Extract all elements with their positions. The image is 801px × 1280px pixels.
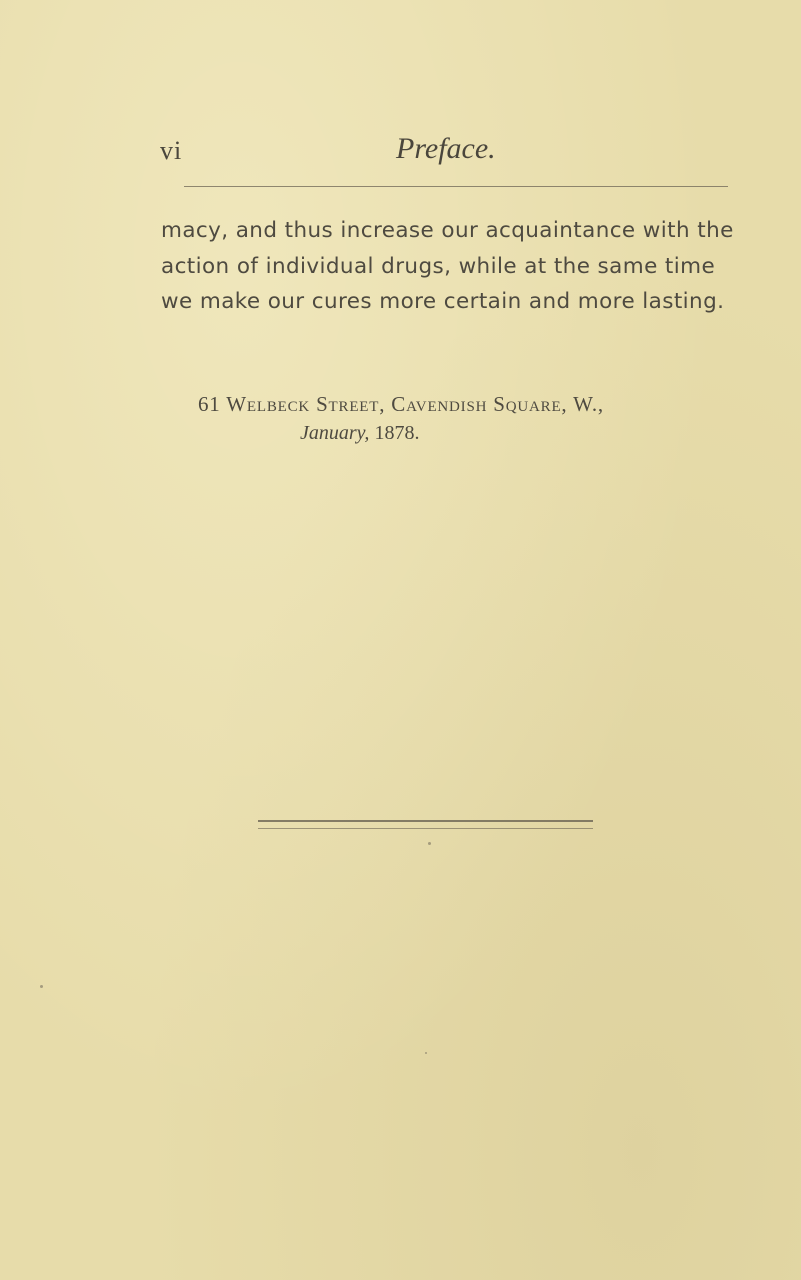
running-title: Preface. bbox=[396, 132, 496, 165]
text-line: action of individual drugs, while at the same time bbox=[161, 253, 716, 279]
text-line: macy, and thus increase our acquaintance with the bbox=[161, 218, 734, 243]
page-number: vi bbox=[160, 136, 183, 165]
end-rule-top bbox=[258, 820, 593, 822]
date-month: January, bbox=[300, 422, 370, 444]
end-rule-bottom bbox=[258, 828, 593, 829]
paper-speck bbox=[428, 842, 431, 845]
end-rule bbox=[258, 820, 593, 829]
preface-text bbox=[161, 213, 741, 320]
text-line: we make our cures more certain and more lasting. bbox=[161, 289, 725, 314]
header-rule bbox=[184, 186, 728, 187]
paper-speck bbox=[40, 985, 43, 988]
running-head bbox=[160, 132, 728, 176]
dateline bbox=[300, 422, 419, 445]
date-year: 1878. bbox=[374, 422, 420, 444]
author-address: 61 Welbeck Street, Cavendish Square, W., bbox=[198, 392, 604, 416]
paper-speck bbox=[425, 1052, 427, 1054]
